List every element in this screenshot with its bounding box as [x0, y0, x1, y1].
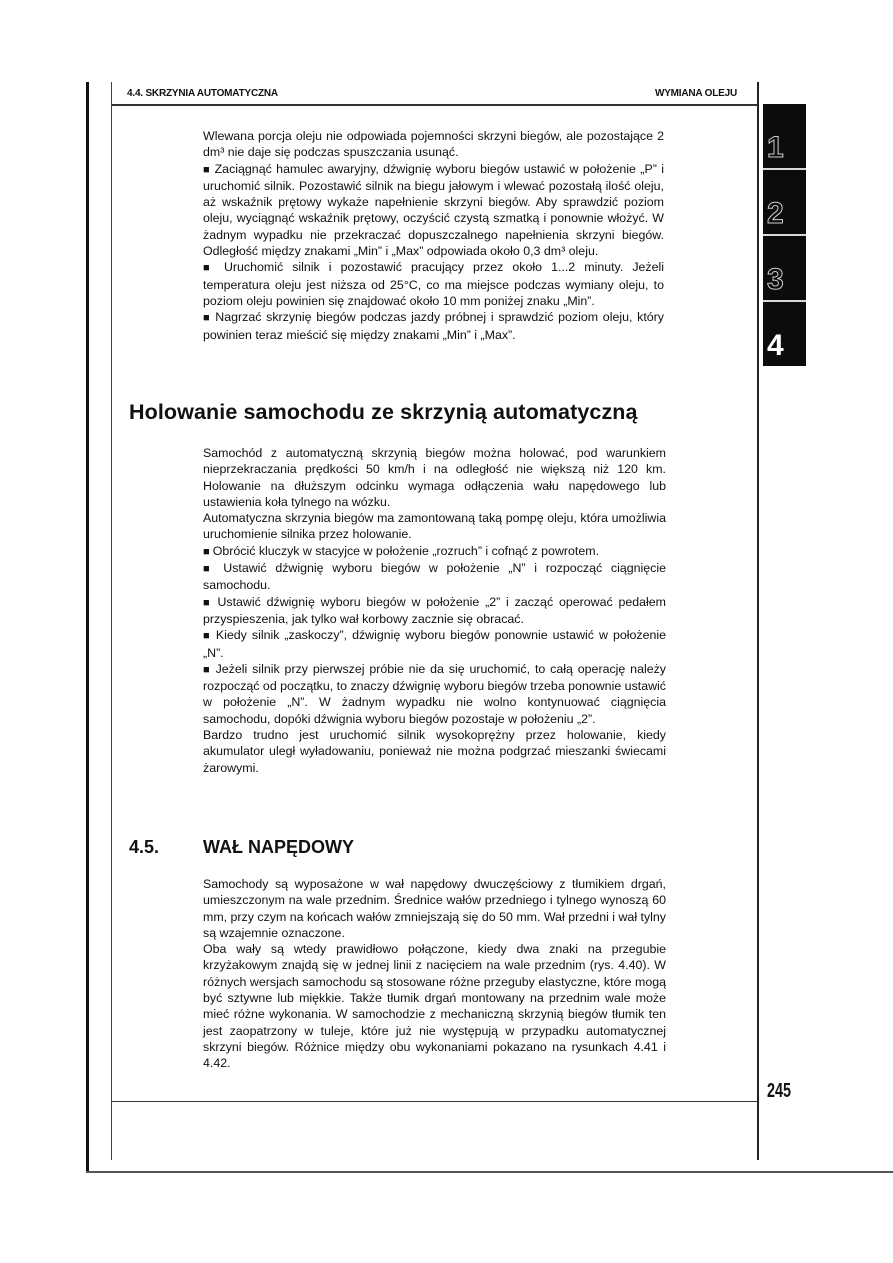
- bullet-paragraph: ■ Nagrzać skrzynię biegów podczas jazdy próbnej i sprawdzić poziom oleju, który powinien teraz mieścić się między znakami „Min” i „Max”.: [203, 309, 664, 343]
- header-rule: [112, 104, 757, 106]
- paragraph: Bardzo trudno jest uruchomić silnik wysokoprężny przez holowanie, kiedy akumulator uległ wyładowaniu, ponieważ nie można podgrzać mieszanki świecami żarowymi.: [203, 728, 666, 775]
- paragraph: Oba wały są wtedy prawidłowo połączone, kiedy dwa znaki na przegubie krzyżakowym znajdą się w jednej linii z nacięciem na wale przednim (rys. 4.40). W różnych wersjach samochodu są stosowane różne przeguby elastyczne, które mogą być sztywne lub miękkie. Także tłumik drgań montowany na przednim wale może mieć różne wykonania. W samochodzie z mechaniczną skrzynią biegów tłumik ten jest zaopatrzony w tuleje, które już nie występują w przypadku automatycznej skrzyni biegów. Różnice między obu wykonaniami pokazano na rysunkach 4.41 i 4.42.: [203, 942, 666, 1071]
- chapter-tab-2[interactable]: [763, 170, 806, 236]
- chapter-tab-4-active[interactable]: [763, 302, 806, 366]
- bullet-paragraph: ■ Jeżeli silnik przy pierwszej próbie nie da się uruchomić, to całą operację należy rozpocząć od początku, to znaczy dźwignię wyboru biegów trzeba ponownie ustawić w położenie „N”. W żadnym wypadku nie wolno kontynuować ciągnięcia samochodu, dopóki dźwignia wyboru biegów pozostaje w położeniu „2”.: [203, 661, 666, 727]
- chapter-tab-label: 3: [767, 263, 784, 296]
- paragraph: Samochód z automatyczną skrzynią biegów można holować, pod warunkiem nieprzekraczania prędkości 50 km/h i na odległość nie większą niż 120 km. Holowanie na dłuższym odcinku wymaga odłączenia wału napędowego lub ustawienia koła tylnego na wózku.: [203, 446, 666, 509]
- paragraph: Automatyczna skrzynia biegów ma zamontowaną taką pompę oleju, która umożliwia uruchomienie silnika przez holowanie.: [203, 511, 666, 542]
- section-number: 4.5.: [129, 837, 160, 857]
- running-header-section: 4.4. SKRZYNIA AUTOMATYCZNA: [127, 88, 278, 99]
- frame-line-left: [111, 82, 112, 1160]
- frame-line-right: [757, 82, 759, 1160]
- chapter-tab-1[interactable]: [763, 104, 806, 170]
- chapter-tabs: [763, 104, 806, 366]
- bullet-paragraph: ■ Ustawić dźwignię wyboru biegów w położenie „N” i rozpocząć ciągnięcie samochodu.: [203, 560, 666, 594]
- drive-shaft-text: [203, 876, 666, 1072]
- oil-change-text: [203, 128, 664, 343]
- bullet-paragraph: ■ Kiedy silnik „zaskoczy”, dźwignię wyboru biegów ponownie ustawić w położenie „N”.: [203, 627, 666, 661]
- towing-text: [203, 445, 666, 776]
- page-number: 245: [767, 1080, 792, 1102]
- chapter-tab-label: 2: [767, 197, 784, 230]
- footer-rule: [112, 1101, 757, 1102]
- running-header-topic: WYMIANA OLEJU: [654, 88, 737, 99]
- bullet-paragraph: ■ Zaciągnąć hamulec awaryjny, dźwignię wyboru biegów ustawić w położenie „P” i uruchomić silnik. Pozostawić silnik na biegu jałowym i wlewać pozostałą ilość oleju, aż wskaźnik prętowy wykaże napełnienie skrzyni biegów. Aby sprawdzić poziom oleju, wyciągnąć wskaźnik prętowy, oczyścić czystą szmatką i ponownie włożyć. W żadnym wypadku nie przekraczać dopuszczalnego napełnienia skrzyni biegów. Odległość między znakami „Min” i „Max” odpowiada około 0,3 dm³ oleju.: [203, 161, 664, 260]
- bullet-paragraph: ■ Uruchomić silnik i pozostawić pracujący przez około 1...2 minuty. Jeżeli temperatura oleju jest niższa od 25°C, co ma miejsce podczas wymiany oleju, to poziom oleju powinien się znajdować około 10 mm poniżej znaku „Min”.: [203, 259, 664, 309]
- page-edge-bottom: [86, 1171, 893, 1173]
- paragraph: Wlewana porcja oleju nie odpowiada pojemności skrzyni biegów, ale pozostające 2 dm³ nie daje się podczas spuszczania usunąć.: [203, 129, 664, 160]
- chapter-tab-label: 1: [767, 131, 784, 164]
- towing-heading: Holowanie samochodu ze skrzynią automatyczną: [129, 400, 638, 424]
- page-edge-left: [86, 82, 89, 1173]
- bullet-paragraph: ■ Ustawić dźwignię wyboru biegów w położenie „2” i zacząć operować pedałem przyspieszenia, jak tylko wał korbowy zacznie się obracać.: [203, 594, 666, 628]
- bullet-paragraph: ■ Obrócić kluczyk w stacyjce w położenie „rozruch” i cofnąć z powrotem.: [203, 543, 666, 560]
- section-title: WAŁ NAPĘDOWY: [203, 837, 354, 857]
- chapter-tab-label: 4: [767, 329, 784, 362]
- chapter-tab-3[interactable]: [763, 236, 806, 302]
- paragraph: Samochody są wyposażone w wał napędowy dwuczęściowy z tłumikiem drgań, umieszczonym na wale przednim. Średnice wałów przedniego i tylnego wynoszą 60 mm, przy czym na końcach wałów zmniejszają się do 50 mm. Wał przedni i wał tylny są wzajemnie oznaczone.: [203, 877, 666, 940]
